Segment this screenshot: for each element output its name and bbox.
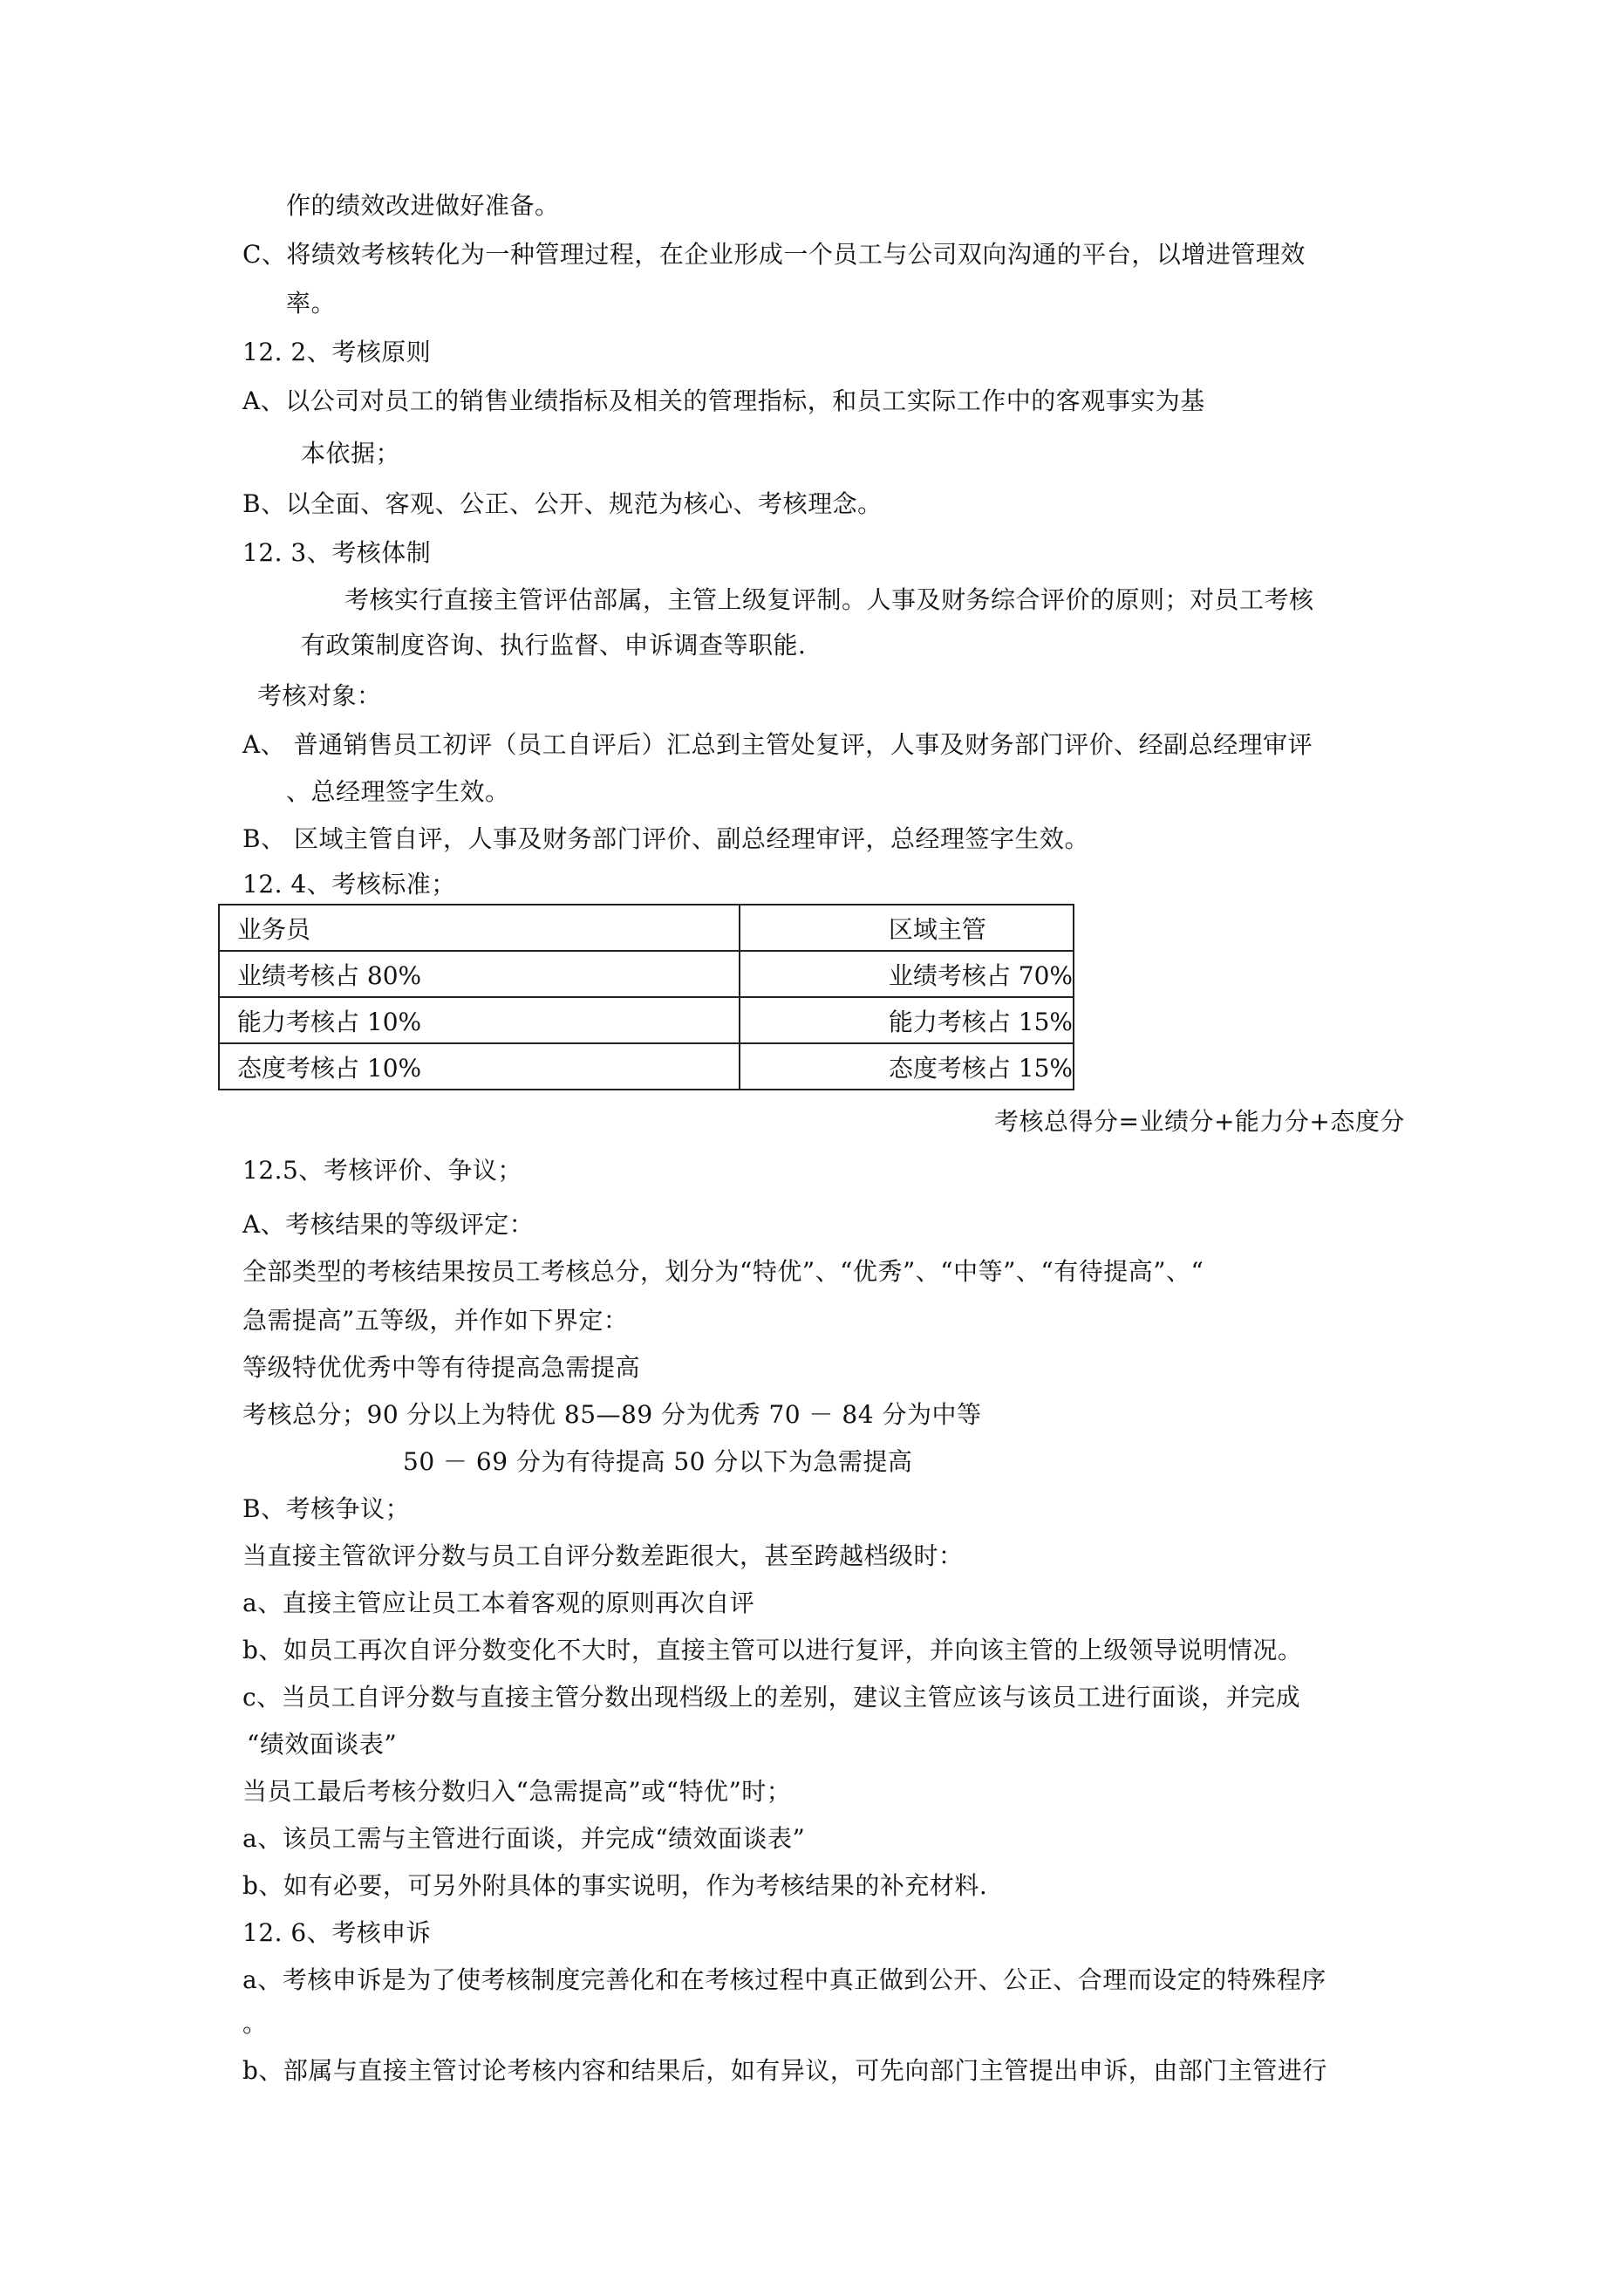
paragraph-line: 、总经理签字生效。 [286,777,510,806]
paragraph-line: a、该员工需与主管进行面谈，并完成“绩效面谈表” [242,1824,806,1853]
paragraph-line: B、考核争议； [242,1494,411,1523]
paragraph-line: 。 [242,2009,268,2038]
table-cell: 业绩考核占 70% [740,951,1074,997]
table-cell: 区域主管 [740,905,1074,951]
paragraph-line: A、以公司对员工的销售业绩指标及相关的管理指标，和员工实际工作中的客观事实为基 [242,386,1205,415]
table-row [219,905,1074,951]
section-heading: 12. 6、考核申诉 [242,1918,432,1947]
paragraph-line: 作的绩效改进做好准备。 [286,191,560,220]
section-heading: 12. 4、考核标准； [242,870,456,899]
paragraph-line: 当直接主管欲评分数与员工自评分数差距很大，甚至跨越档级时： [242,1541,964,1570]
paragraph-line: b、部属与直接主管讨论考核内容和结果后，如有异议，可先向部门主管提出申诉，由部门主管进行 [242,2056,1327,2085]
paragraph-line: a、考核申诉是为了使考核制度完善化和在考核过程中真正做到公开、公正、合理而设定的特殊程序 [242,1965,1326,1994]
paragraph-line: c、当员工自评分数与直接主管分数出现档级上的差别，建议主管应该与该员工进行面谈，并完成 [242,1683,1301,1712]
table-cell: 态度考核占 15% [740,1043,1074,1090]
section-heading: 12. 2、考核原则 [242,338,432,366]
paragraph-line: A、 普通销售员工初评（员工自评后）汇总到主管处复评，人事及财务部门评价、经副总经理审评 [242,730,1313,759]
paragraph-line: 50 － 69 分为有待提高 50 分以下为急需提高 [403,1447,913,1476]
paragraph-line: b、如员工再次自评分数变化不大时，直接主管可以进行复评，并向该主管的上级领导说明情况。 [242,1636,1303,1664]
table-cell: 态度考核占 10% [219,1043,740,1090]
paragraph-line: b、如有必要，可另外附具体的事实说明，作为考核结果的补充材料. [242,1871,988,1900]
paragraph-line: “绩效面谈表” [247,1730,398,1759]
paragraph-line: 等级特优优秀中等有待提高急需提高 [242,1353,641,1382]
section-heading: 12.5、考核评价、争议； [242,1156,522,1185]
table-row [219,1043,1074,1090]
standards-table [218,904,1074,1090]
paragraph-line: 率。 [286,289,337,318]
paragraph-line: A、考核结果的等级评定： [242,1210,535,1239]
paragraph-line: a、直接主管应让员工本着客观的原则再次自评 [242,1589,755,1617]
paragraph-line: 考核总分；90 分以上为特优 85—89 分为优秀 70 － 84 分为中等 [242,1400,982,1429]
table-cell: 业绩考核占 80% [219,951,740,997]
table-cell: 业务员 [219,905,740,951]
paragraph-line: 有政策制度咨询、执行监督、申诉调查等职能. [301,631,807,659]
table-cell: 能力考核占 15% [740,997,1074,1043]
score-formula: 考核总得分=业绩分+能力分+态度分 [994,1107,1405,1136]
paragraph-line: 考核实行直接主管评估部属，主管上级复评制。人事及财务综合评价的原则；对员工考核 [344,585,1314,614]
paragraph-line: 急需提高”五等级，并作如下界定： [242,1306,629,1335]
section-heading: 12. 3、考核体制 [242,538,432,567]
paragraph-line: B、 区域主管自评，人事及财务部门评价、副总经理审评，总经理签字生效。 [242,824,1089,853]
table-row [219,951,1074,997]
paragraph-line: C、将绩效考核转化为一种管理过程，在企业形成一个员工与公司双向沟通的平台，以增进管理效 [242,240,1306,269]
paragraph-line: 当员工最后考核分数归入“急需提高”或“特优”时； [242,1777,792,1806]
paragraph-line: 考核对象： [257,681,382,710]
table-row [219,997,1074,1043]
paragraph-line: B、以全面、客观、公正、公开、规范为核心、考核理念。 [242,489,883,518]
paragraph-line: 全部类型的考核结果按员工考核总分，划分为“特优”、“优秀”、“中等”、“有待提高”、“ [242,1257,1204,1286]
paragraph-line: 本依据； [301,439,401,468]
table-cell: 能力考核占 10% [219,997,740,1043]
